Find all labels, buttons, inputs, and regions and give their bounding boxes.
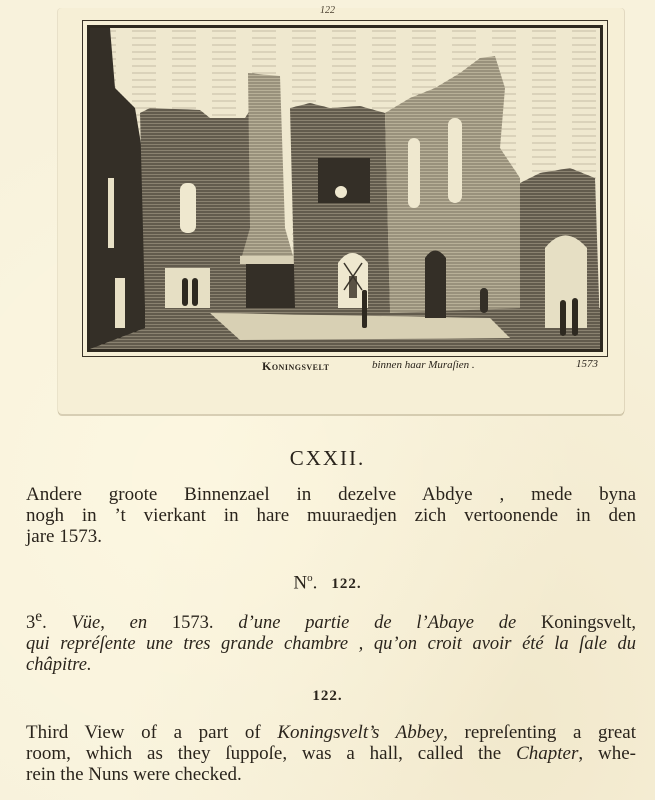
text-fragment: Chapter [516,743,579,764]
english-number-heading: 122. [312,688,343,704]
text-fragment: Vüe [71,613,101,634]
french-line: qui repréſente une tres grande chambre , qu’on croit avoir été la ſale du [26,634,636,655]
french-line [26,606,636,634]
french-paragraph [26,606,636,676]
number-suffix: . [312,572,318,594]
dutch-line: Andere groote Binnenzael in dezelve Abdye , mede byna [26,484,636,505]
english-line [26,743,636,764]
text-fragment: room, which as they ſuppoſe, was a hall, called the [26,743,517,764]
text-fragment: , repreſenting a great [443,722,636,743]
dutch-paragraph [26,484,636,547]
roman-numeral-heading: CXXII. [289,446,366,470]
ruined-abbey-engraving [90,28,600,349]
number-heading [0,572,655,594]
text-fragment: en [129,613,148,634]
engraving-caption [82,358,608,374]
caption-year: 1573 [576,358,598,370]
text-fragment: Third View of a part of [26,722,278,743]
caption-title: Koningsvelt [262,359,330,373]
text-fragment: , whe- [578,743,636,764]
text-fragment: d’une partie de l’Abaye de [238,613,541,634]
dutch-line: nogh in ’t vierkant in hare muuraedjen zich vertoonende in den [26,505,636,526]
english-line: rein the Nuns were checked. [26,764,242,785]
caption-subtitle: binnen haar Muraſien . [372,359,475,371]
number-superscript: o [307,572,313,584]
dutch-line: jare 1573. [26,526,102,547]
ordinal-number: 3 [26,613,36,634]
english-line [26,722,636,743]
number-prefix: N [293,572,308,594]
text-fragment: . [42,613,72,634]
plate-number: 122 [320,5,335,16]
engraving-frame [87,25,603,352]
text-fragment: 1573. [147,613,239,634]
english-paragraph [26,722,636,785]
number-value: 122. [331,576,362,593]
ordinal-superscript: e [35,608,43,625]
french-line: châpitre. [26,655,92,676]
text-fragment: Koningsvelt’s Abbey [277,722,444,743]
text-fragment: Koningsvelt, [540,613,637,634]
text-fragment: , [100,613,130,634]
